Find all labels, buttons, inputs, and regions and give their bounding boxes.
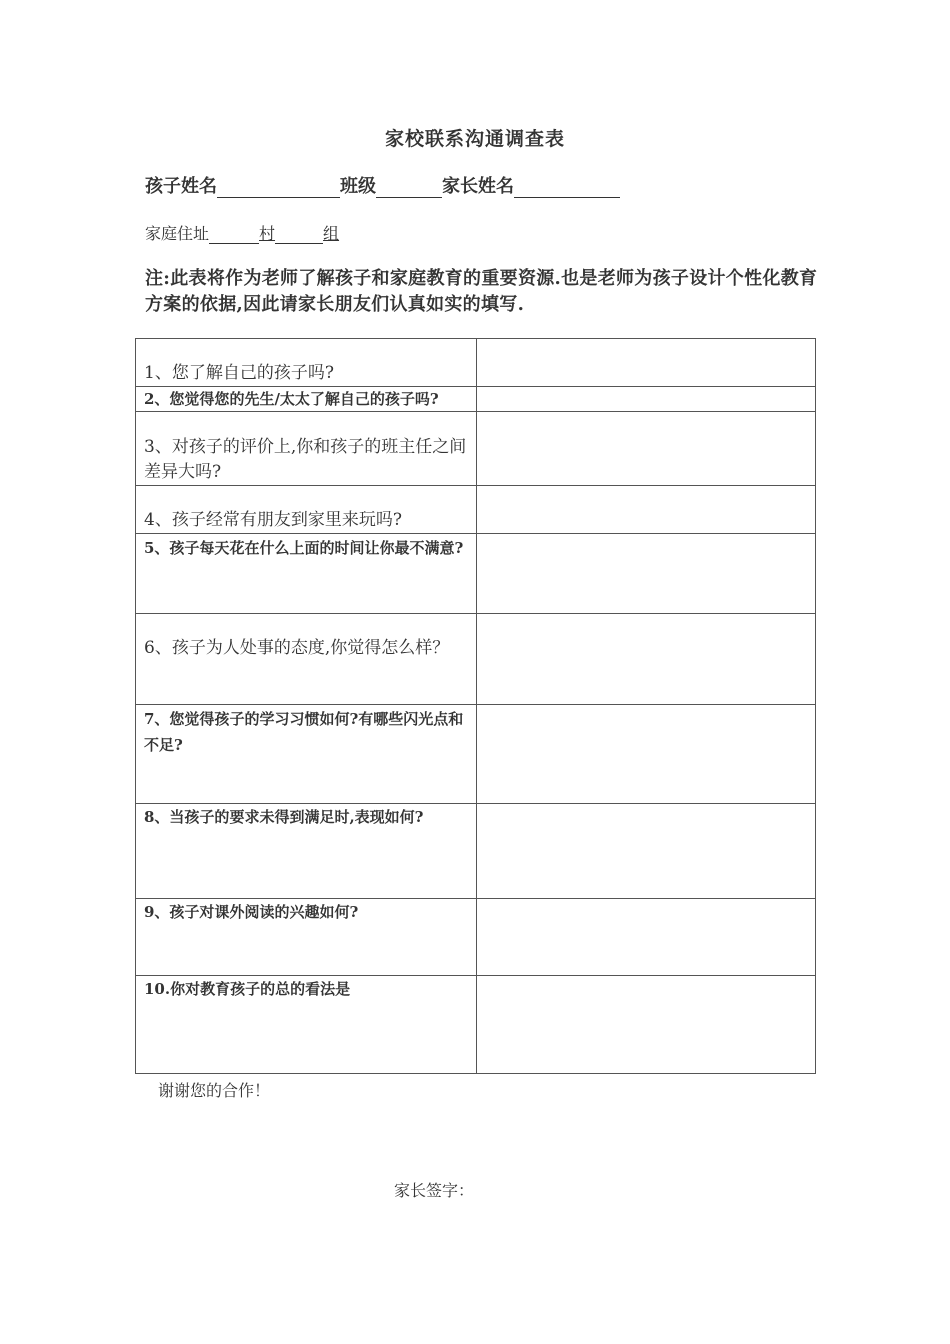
table-row: [136, 534, 816, 614]
parent-name-field[interactable]: [514, 177, 620, 198]
question-cell: [136, 534, 477, 614]
question-text: 5、孩子每天花在什么上面的时间让你最不满意?: [144, 539, 464, 557]
parent-name-label: 家长姓名: [442, 176, 514, 197]
question-cell: [136, 412, 477, 486]
question-text: 9、孩子对课外阅读的兴趣如何?: [144, 903, 359, 921]
answer-cell[interactable]: [476, 534, 816, 614]
answer-cell[interactable]: [476, 339, 816, 387]
question-text: 4、孩子经常有朋友到家里来玩吗?: [144, 510, 402, 530]
table-row: [136, 976, 816, 1074]
question-cell: [136, 614, 477, 705]
question-cell: [136, 486, 477, 534]
question-text: 6、孩子为人处事的态度,你觉得怎么样？: [144, 638, 450, 658]
instruction-note: 注:此表将作为老师了解孩子和家庭教育的重要资源.也是老师为孩子设计个性化教育方案的依据,因此请家长朋友们认真如实的填写.: [145, 268, 818, 315]
question-text: 10.你对教育孩子的总的看法是: [144, 980, 351, 998]
answer-cell[interactable]: [476, 976, 816, 1074]
signature-label: 家长签字：: [393, 1181, 474, 1200]
basic-info-row: [145, 172, 620, 198]
question-text: 1、您了解自己的孩子吗?: [144, 363, 334, 383]
question-cell: [136, 976, 477, 1074]
question-text: 8、当孩子的要求未得到满足时,表现如何?: [144, 808, 424, 826]
question-cell: [136, 705, 477, 804]
answer-cell[interactable]: [476, 899, 816, 976]
village-label: 村: [259, 224, 276, 243]
answer-cell[interactable]: [476, 412, 816, 486]
group-label: 组: [323, 224, 340, 243]
question-cell: [136, 387, 477, 412]
question-cell: [136, 339, 477, 387]
group-field[interactable]: [275, 225, 323, 244]
village-field[interactable]: [209, 225, 259, 244]
table-row: [136, 387, 816, 412]
address-label: 家庭住址: [145, 224, 210, 243]
question-text: 3、对孩子的评价上,你和孩子的班主任之间差异大吗?: [144, 437, 467, 482]
answer-cell[interactable]: [476, 705, 816, 804]
child-name-label: 孩子姓名: [145, 176, 217, 197]
answer-cell[interactable]: [476, 387, 816, 412]
question-cell: [136, 804, 477, 899]
table-row: [136, 486, 816, 534]
question-text: 7、您觉得孩子的学习习惯如何?有哪些闪光点和不足?: [144, 710, 464, 754]
address-row: [145, 221, 339, 244]
question-text: 2、您觉得您的先生/太太了解自己的孩子吗?: [144, 390, 439, 408]
table-row: [136, 339, 816, 387]
class-label: 班级: [340, 176, 376, 197]
table-row: [136, 804, 816, 899]
table-row: [136, 412, 816, 486]
survey-table: [135, 338, 816, 1074]
answer-cell[interactable]: [476, 486, 816, 534]
table-row: [136, 899, 816, 976]
table-row: [136, 614, 816, 705]
answer-cell[interactable]: [476, 614, 816, 705]
table-row: [136, 705, 816, 804]
answer-cell[interactable]: [476, 804, 816, 899]
question-cell: [136, 899, 477, 976]
child-name-field[interactable]: [217, 177, 340, 198]
page-title: 家校联系沟通调查表: [384, 128, 565, 150]
class-field[interactable]: [376, 177, 442, 198]
thanks-text: 谢谢您的合作！: [158, 1081, 271, 1100]
